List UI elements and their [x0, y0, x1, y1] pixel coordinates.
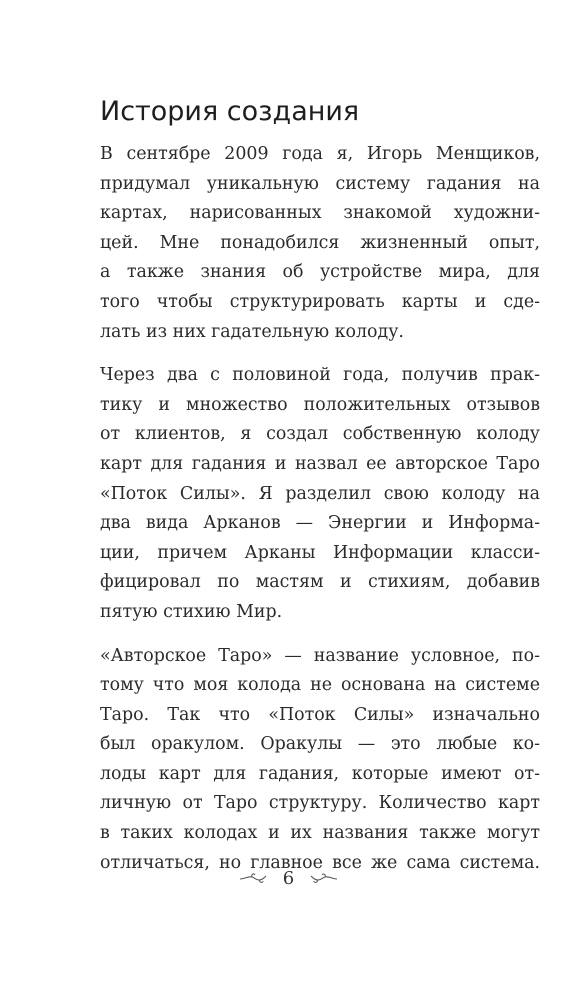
- text-line: тику и множество положительных отзывов: [100, 394, 540, 415]
- text-line: карт для гадания и назвал ее авторское Таро: [100, 453, 540, 474]
- text-line: картах, нарисованных знакомой художни-: [100, 203, 540, 224]
- text-line: личную от Таро структуру. Количество карт: [100, 793, 540, 814]
- text-line: фицировал по мастям и стихиям, добавив: [100, 572, 540, 593]
- text-line: того чтобы структурировать карты и сде-: [100, 291, 540, 312]
- text-line: отличаться, но главное все же сама система.: [100, 852, 540, 873]
- text-line: В сентябре 2009 года я, Игорь Менщиков,: [100, 144, 540, 164]
- text-line: а также знания об устройстве мира, для: [100, 262, 540, 283]
- text-line: ции, причем Арканы Информации класси-: [100, 542, 540, 563]
- text-line: лать из них гадательную колоду.: [100, 321, 404, 342]
- text-line: Через два с половиной года, получив прак-: [100, 365, 540, 386]
- page-footer: [0, 862, 577, 896]
- text-line: «Поток Силы». Я разделил свою колоду на: [100, 483, 540, 504]
- text-line: цей. Мне понадобился жизненный опыт,: [100, 232, 540, 253]
- flourish-right-icon: [310, 872, 338, 886]
- text-line: пятую стихию Мир.: [100, 601, 283, 622]
- section-heading: История создания: [100, 96, 360, 127]
- text-line: придумал уникальную систему гадания на: [100, 173, 540, 194]
- paragraph-2: [100, 361, 540, 627]
- paragraph-3: [100, 642, 540, 879]
- flourish-left-icon: [239, 872, 267, 886]
- text-line: тому что моя колода не основана на системе: [100, 675, 540, 696]
- text-line: «Авторское Таро» — название условное, по-: [100, 645, 540, 666]
- text-line: в таких колодах и их названия также могут: [100, 823, 540, 844]
- paragraph-1: [100, 140, 540, 347]
- text-line: два вида Арканов — Энергии и Информа-: [100, 513, 540, 534]
- text-line: лоды карт для гадания, которые имеют от-: [100, 763, 540, 784]
- text-line: был оракулом. Оракулы — это любые ко-: [100, 734, 540, 755]
- body-text: [100, 140, 540, 892]
- page-number: 6: [282, 868, 295, 889]
- text-line: Таро. Так что «Поток Силы» изначально: [100, 704, 540, 725]
- text-line: от клиентов, я создал собственную колоду: [100, 424, 540, 445]
